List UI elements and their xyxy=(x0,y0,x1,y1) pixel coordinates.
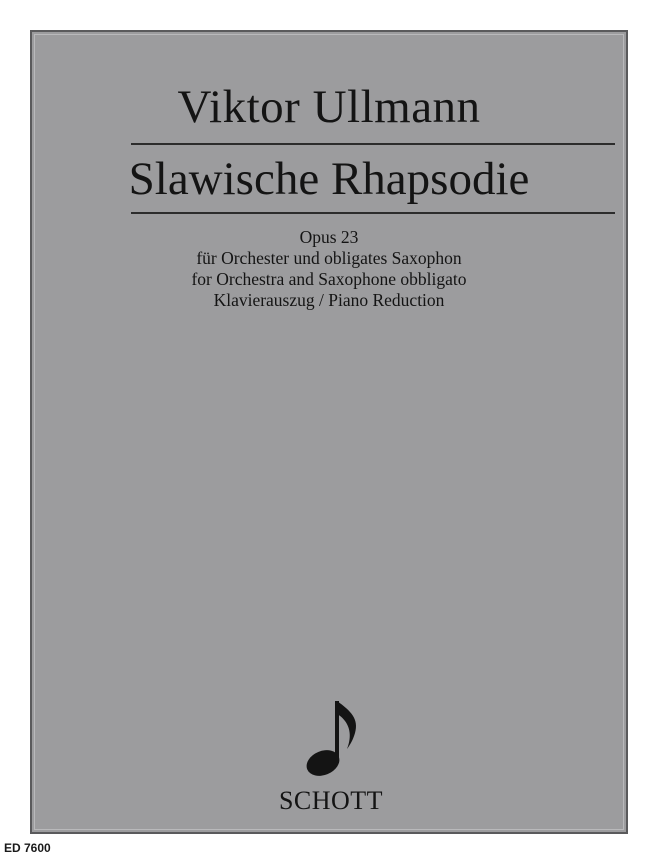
work-title: Slawische Rhapsodie xyxy=(128,153,530,205)
publisher-name: SCHOTT xyxy=(278,786,384,815)
composer-name: Viktor Ullmann xyxy=(177,81,481,133)
instrumentation-german: für Orchester und obligates Saxophon xyxy=(196,248,462,268)
top-divider xyxy=(131,143,615,145)
instrumentation-english: for Orchestra and Saxophone obbligato xyxy=(191,269,467,289)
edition-number: ED 7600 xyxy=(4,841,51,855)
edition-type: Klavierauszug / Piano Reduction xyxy=(213,290,445,310)
work-details xyxy=(32,227,626,311)
publisher-logo xyxy=(261,693,401,818)
eighth-note-icon xyxy=(261,693,401,788)
opus-number: Opus 23 xyxy=(299,227,359,247)
cover-panel xyxy=(30,30,628,834)
bottom-divider xyxy=(131,212,615,214)
